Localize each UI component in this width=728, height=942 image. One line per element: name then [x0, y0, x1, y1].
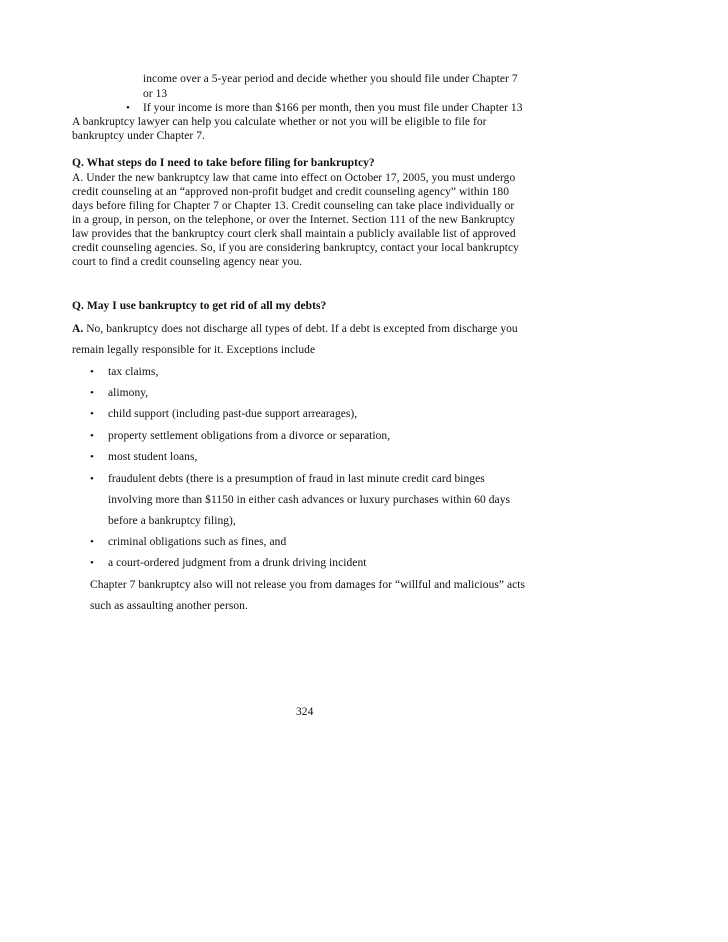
- answer-text: No, bankruptcy does not discharge all types of debt. If a debt is excepted from discharge you: [83, 323, 518, 335]
- bullet-icon: •: [90, 451, 94, 463]
- bullet-icon: •: [90, 536, 94, 548]
- answer-line: credit counseling at an “approved non-profit budget and credit counseling agency” within 180: [72, 186, 509, 198]
- bullet-icon: •: [126, 102, 130, 114]
- bullet-icon: •: [90, 408, 94, 420]
- answer-line: days before filing for Chapter 7 or Chapter 13. Credit counseling can take place individually or: [72, 200, 515, 212]
- bullet-icon: •: [90, 366, 94, 378]
- list-item: child support (including past-due support arrearages),: [108, 408, 358, 420]
- list-item: tax claims,: [108, 366, 159, 378]
- list-item-continuation: before a bankruptcy filing),: [108, 515, 236, 527]
- answer-prefix: A.: [72, 323, 84, 335]
- paragraph-line: such as assaulting another person.: [90, 600, 248, 612]
- list-item: criminal obligations such as fines, and: [108, 536, 287, 548]
- answer-line: in a group, in person, on the telephone, or over the Internet. Section 111 of the new Bankruptcy: [72, 214, 516, 226]
- paragraph-line: bankruptcy under Chapter 7.: [72, 130, 205, 142]
- page-number: 324: [296, 706, 314, 718]
- bullet-icon: •: [90, 430, 94, 442]
- list-item-continuation: involving more than $1150 in either cash advances or luxury purchases within 60 days: [108, 494, 511, 506]
- list-item: most student loans,: [108, 451, 198, 463]
- answer-line: credit counseling agencies. So, if you are considering bankruptcy, contact your local bankruptcy: [72, 242, 519, 254]
- bullet-icon: •: [90, 557, 94, 569]
- list-item-continuation: or 13: [143, 88, 168, 100]
- question-heading: Q. What steps do I need to take before filing for bankruptcy?: [72, 157, 375, 169]
- list-item: If your income is more than $166 per month, then you must file under Chapter 13: [143, 102, 523, 114]
- answer-line: remain legally responsible for it. Exceptions include: [72, 344, 316, 356]
- list-item: fraudulent debts (there is a presumption of fraud in last minute credit card binges: [108, 473, 485, 485]
- answer-line: [72, 321, 518, 337]
- paragraph-line: Chapter 7 bankruptcy also will not release you from damages for “willful and malicious” acts: [90, 579, 526, 591]
- paragraph-line: A bankruptcy lawyer can help you calculate whether or not you will be eligible to file for: [72, 116, 487, 128]
- answer-line: A. Under the new bankruptcy law that came into effect on October 17, 2005, you must undergo: [72, 172, 516, 184]
- list-item: alimony,: [108, 387, 149, 399]
- bullet-icon: •: [90, 387, 94, 399]
- answer-line: law provides that the bankruptcy court clerk shall maintain a publicly available list of approved: [72, 228, 516, 240]
- question-heading: Q. May I use bankruptcy to get rid of all my debts?: [72, 300, 327, 312]
- list-item: property settlement obligations from a divorce or separation,: [108, 430, 391, 442]
- bullet-icon: •: [90, 473, 94, 485]
- list-item-continuation: income over a 5-year period and decide whether you should file under Chapter 7: [143, 73, 518, 85]
- answer-line: court to find a credit counseling agency near you.: [72, 256, 303, 268]
- list-item: a court-ordered judgment from a drunk driving incident: [108, 557, 367, 569]
